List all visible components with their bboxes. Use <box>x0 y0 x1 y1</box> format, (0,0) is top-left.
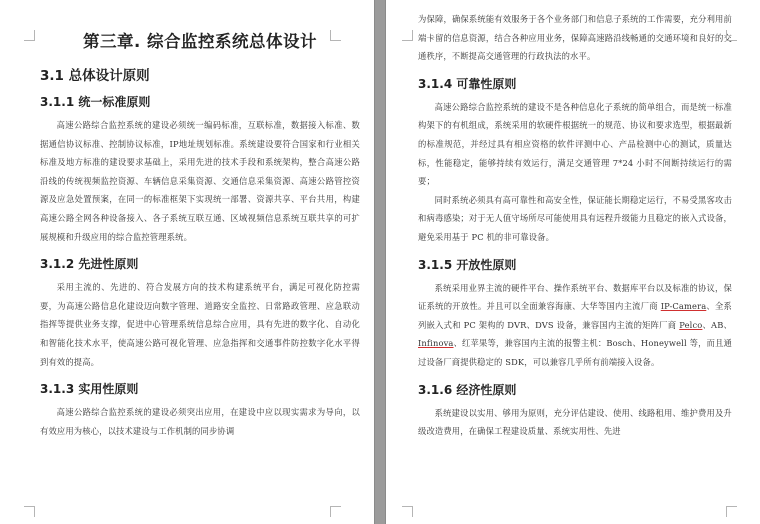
page-gutter <box>374 0 386 524</box>
paragraph-3-1-3: 高速公路综合监控系统的建设必须突出应用，在建设中应以现实需求为导向，以有效应用为核心，以技术建设与工作机制的同步协调 <box>40 407 360 436</box>
paragraph-3-1-5 <box>418 279 732 372</box>
paragraph-3-1-4-b: 同时系统必须具有高可靠性和高安全性，保证能长期稳定运行，不易受黑客攻击和病毒感染；对于无人值守场所尽可能使用具有远程升级能力且稳定的嵌入式设备，避免采用基于 PC 机的非可靠设备。 <box>418 194 732 242</box>
subsection-heading-3-1-2: 3.1.2 先进性原则 <box>40 257 139 272</box>
paragraph-3-1-1: 高速公路综合监控系统的建设必须统一编码标准，互联标准，数据接入标准、数据通信协议标准、控制协议标准，IP地址规划标准。系统建设要符合国家和行业相关标准及地方标准的建设要求基础上，采用先进的技术手段和系统架构，整合高速公路沿线的传统视频监控资源、车辆信息采集资源、交通信息采集资源、高速公路管控资源及应急处置预案，在同一的标准框架下实现统一部署、资源共享、平台共用，构建高速公路全网各种设备接入、各子系统互联互通、区域视频信息系统互联共享的可扩展规模和升级应用的综合监控管理系统。 <box>40 120 360 242</box>
text-run: 、全系列嵌入式和 PC 架构的 DVR、DVS 设备，兼容国内主流的矩阵厂商 <box>418 301 732 330</box>
text-run: 、AB、 <box>702 319 732 330</box>
crop-mark <box>330 506 341 517</box>
section-heading-3-1: 3.1 总体设计原则 <box>40 68 150 84</box>
text-run: 、红苹果等，兼容国内主流的报警主机：Bosch、Honeywell 等，而且通过设备厂商提供稳定的 SDK，可以兼容几乎所有前端接入设备。 <box>418 338 732 367</box>
document-page-left <box>0 0 374 524</box>
crop-mark <box>24 506 35 517</box>
spellcheck-word-pelco: Pelco <box>679 319 703 330</box>
spellcheck-word-infinova: Infinova <box>418 338 454 349</box>
crop-mark <box>726 30 737 41</box>
paragraph-3-1-2: 采用主流的、先进的、符合发展方向的技术构建系统平台，满足可视化防控需要，为高速公路信息化建设迈向数字管理、道路安全监控、日常路政管理、应急联动指挥等提供业务支撑，促进中心管理系统信息综合应用，具有先进的数字化、自动化和智能化技术水平，使高速公路可视化管理、应急指挥和交通事件防控数字化水平得到有效的提高。 <box>40 282 360 367</box>
spellcheck-word-ip-camera: IP-Camera <box>660 301 707 312</box>
paragraph-3-1-6: 系统建设以实用、够用为原则，充分评估建设、使用、线路租用、维护费用及升级改造费用，在确保工程建设质量、系统实用性、先进 <box>418 407 732 437</box>
crop-mark <box>24 30 35 41</box>
subsection-heading-3-1-1: 3.1.1 统一标准原则 <box>40 95 151 109</box>
crop-mark <box>402 506 413 517</box>
crop-mark <box>726 506 737 517</box>
paragraph-continued: 为保障，确保系统能有效服务于各个业务部门和信息子系统的工作需要，充分利用前端卡留的信息资源，结合各种应用业务，保障高速路沿线畅通的交通环境和良好的交通秩序，不断提高交通管理的行政执法的水平。 <box>418 14 732 62</box>
subsection-heading-3-1-3: 3.1.3 实用性原则 <box>40 382 139 397</box>
document-page-right <box>386 0 760 524</box>
subsection-heading-3-1-4: 3.1.4 可靠性原则 <box>418 76 517 91</box>
crop-mark <box>330 30 341 41</box>
crop-mark <box>402 30 413 41</box>
subsection-heading-3-1-6: 3.1.6 经济性原则 <box>418 382 517 397</box>
text-run: 系统采用业界主流的硬件平台、操作系统平台、数据库平台以及标准的协议，保证系统的开放性。并且可以全面兼容海康、大华等国内主流厂商 <box>418 282 732 312</box>
chapter-title: 第三章. 综合监控系统总体设计 <box>82 32 317 51</box>
subsection-heading-3-1-5: 3.1.5 开放性原则 <box>418 257 517 272</box>
paragraph-3-1-4-a: 高速公路综合监控系统的建设不是各种信息化子系统的简单组合，而是统一标准构架下的有机组成，系统采用的软硬件根据统一的规范、协议和要求选型，根据最新的标准规范，并经过具有相应资格的软件评测中心、产品检测中心的测试，质量达标，性能稳定，能够持续有效运行，满足交通管理 7*24 小时不间断持续运行的需要； <box>418 101 732 187</box>
